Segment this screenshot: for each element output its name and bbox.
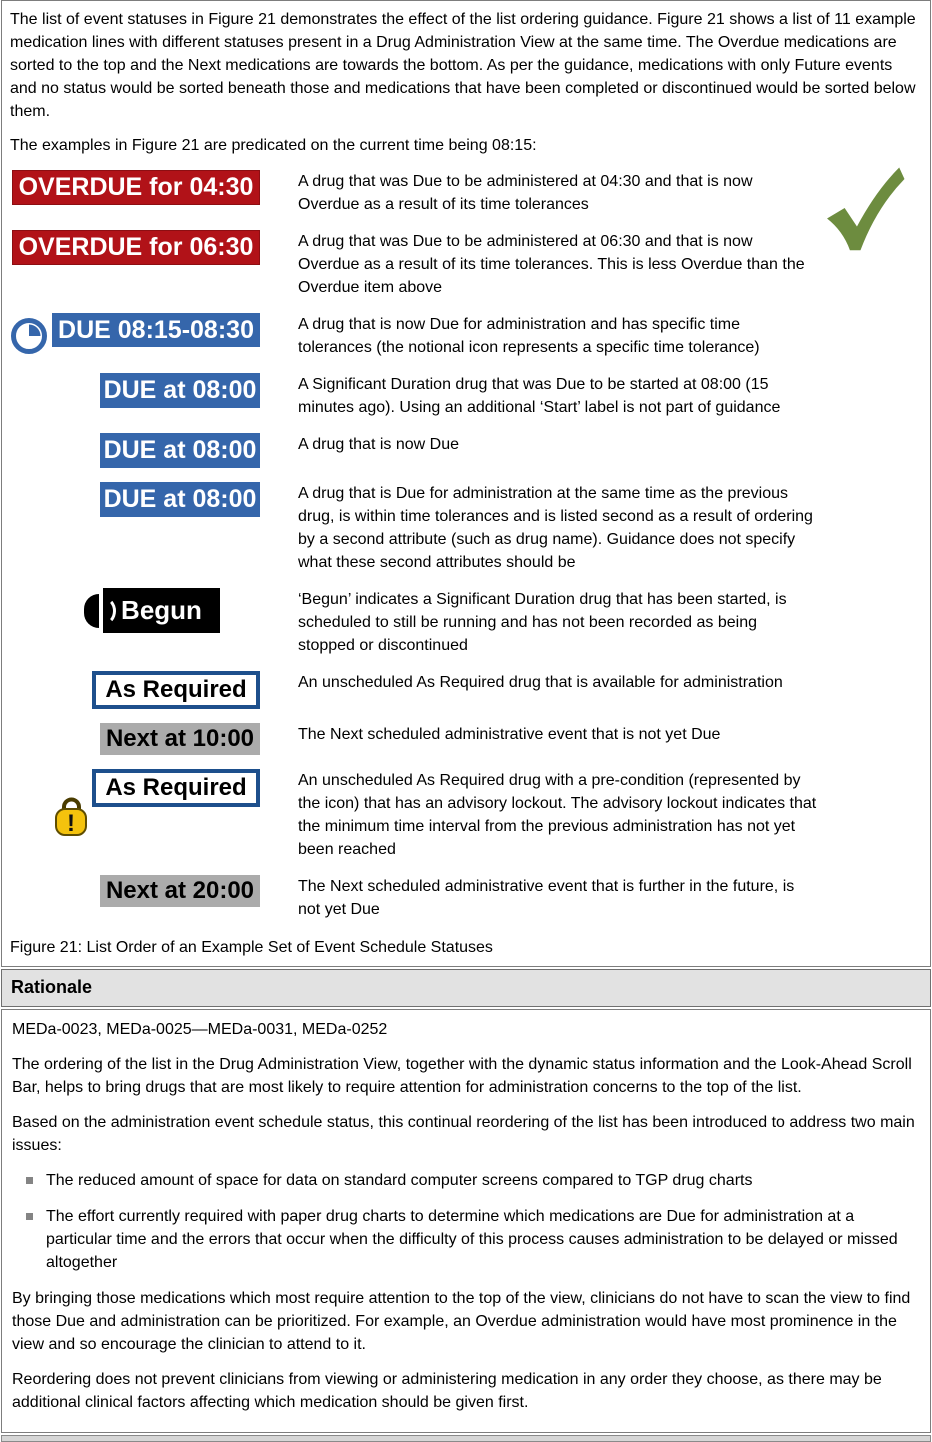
figure-row <box>10 230 922 299</box>
rationale-paragraph-2: Based on the administration event schedule status, this continual reordering of the list has been introduced to address two main issues: <box>12 1114 915 1154</box>
status-badge-begun <box>84 588 220 633</box>
status-badge-next: Next at 10:00 <box>100 723 260 755</box>
status-badge-column <box>10 875 260 921</box>
status-description: The Next scheduled administrative event that is further in the future, is not yet Due <box>298 878 795 918</box>
intro-paragraph-1: The list of event statuses in Figure 21 demonstrates the effect of the list ordering guidance. Figure 21 shows a list of 11 example medication lines with different statuses present in a Drug Administration View at the same time. The Overdue medications are sorted to the top and the Next medications are towards the bottom. As per the guidance, medications with only Future events and no status would be sorted beneath those and medications that have been completed or discontinued would be sorted below them. <box>10 11 916 120</box>
status-badge-column <box>10 313 260 359</box>
rationale-bullet-list <box>12 1169 920 1274</box>
badge-label: Begun <box>121 595 202 625</box>
bullet-item <box>26 1169 920 1192</box>
rationale-paragraph-4: Reordering does not prevent clinicians from viewing or administering medication in any order they choose, as there may be additional clinical factors affecting which medication should be given first. <box>12 1371 882 1411</box>
figure-row <box>10 671 922 709</box>
begun-badge <box>103 588 220 633</box>
figure-row <box>10 723 922 755</box>
rationale-header-label: Rationale <box>11 977 93 997</box>
status-badge-as-required: As Required <box>92 671 260 709</box>
status-badge-column <box>10 373 260 419</box>
status-badge-column <box>10 230 260 299</box>
status-description: A Significant Duration drug that was Due to be started at 08:00 (15 minutes ago). Using an additional ‘Start’ label is not part of guidance <box>298 376 781 416</box>
bullet-item <box>26 1205 920 1274</box>
bullet-square-icon <box>26 1177 33 1184</box>
rationale-paragraph-3: By bringing those medications which most require attention to the top of the view, clinicians do not have to scan the view to find those Due and administration can be prioritized. For example, an Overdue administration would have most prominence in the view and so encourage the clinician to attend to it. <box>12 1290 911 1353</box>
figure-row <box>10 373 922 419</box>
status-description: An unscheduled As Required drug that is available for administration <box>298 674 783 691</box>
figure-row <box>10 588 922 657</box>
figure-21-section <box>1 0 931 967</box>
status-badge-column <box>10 769 260 861</box>
clock-icon <box>10 317 48 355</box>
figure-caption: Figure 21: List Order of an Example Set of Event Schedule Statuses <box>10 939 493 956</box>
begun-arrow-tail <box>84 594 99 628</box>
figure-row <box>10 170 922 216</box>
status-description: ‘Begun’ indicates a Significant Duration drug that has been started, is scheduled to still be running and has not been recorded as being stopped or discontinued <box>298 591 787 654</box>
approval-check-shape <box>827 168 904 251</box>
status-badge-column <box>10 433 260 468</box>
figure-row <box>10 769 922 861</box>
status-badge-as-required: As Required <box>92 769 260 807</box>
rationale-paragraph-1: The ordering of the list in the Drug Administration View, together with the dynamic status information and the Look-Ahead Scroll Bar, helps to bring drugs that are most likely to require attention for administration concerns to the top of the list. <box>12 1056 912 1096</box>
status-badge-due: DUE at 08:00 <box>100 433 260 468</box>
status-badge-column <box>10 671 260 709</box>
bullet-text: The reduced amount of space for data on standard computer screens compared to TGP drug charts <box>46 1172 753 1189</box>
intro-paragraph-2: The examples in Figure 21 are predicated on the current time being 08:15: <box>10 137 537 154</box>
rationale-refs: MEDa-0023, MEDa-0025—MEDa-0031, MEDa-0252 <box>12 1021 388 1038</box>
padlock-advisory-icon <box>53 794 89 836</box>
begun-clock-arc <box>103 597 116 625</box>
figure-row <box>10 482 922 574</box>
approval-check-icon <box>820 159 908 257</box>
figure-row <box>10 313 922 359</box>
status-badge-due-range: DUE 08:15-08:30 <box>52 313 260 347</box>
bullet-text: The effort currently required with paper drug charts to determine which medications are Due for administration at a particular time and the errors that occur when the difficulty of this process causes administration to be delayed or missed altogether <box>46 1208 898 1271</box>
status-badge-column <box>10 723 260 755</box>
status-description: A drug that is now Due for administration and has specific time tolerances (the notional icon represents a specific time tolerance) <box>298 316 760 356</box>
bullet-square-icon <box>26 1213 33 1220</box>
status-badge-due: DUE at 08:00 <box>100 482 260 517</box>
status-badge-overdue: OVERDUE for 04:30 <box>12 170 260 205</box>
status-description: A drug that was Due to be administered at 04:30 and that is now Overdue as a result of its time tolerances <box>298 173 753 213</box>
status-badge-next: Next at 20:00 <box>100 875 260 907</box>
figure-row <box>10 875 922 921</box>
status-badge-due: DUE at 08:00 <box>100 373 260 408</box>
status-description: An unscheduled As Required drug with a pre-condition (represented by the icon) that has an advisory lockout. The advisory lockout indicates that the minimum time interval from the previous administration has not yet been reached <box>298 772 817 858</box>
next-section-top-edge <box>1 1435 931 1442</box>
status-description: A drug that is now Due <box>298 436 459 453</box>
status-description: A drug that was Due to be administered at 06:30 and that is now Overdue as a result of its time tolerances. This is less Overdue than the Overdue item above <box>298 233 805 296</box>
status-badge-overdue: OVERDUE for 06:30 <box>12 230 260 265</box>
figure-row <box>10 433 922 468</box>
rationale-body-section <box>1 1009 931 1433</box>
rationale-header-row <box>1 969 931 1007</box>
figure-rows <box>10 170 922 921</box>
status-badge-column <box>10 482 260 574</box>
status-badge-column <box>10 588 260 657</box>
svg-text:!: ! <box>67 810 75 836</box>
status-badge-column <box>10 170 260 216</box>
status-description: The Next scheduled administrative event that is not yet Due <box>298 726 721 743</box>
status-description: A drug that is Due for administration at the same time as the previous drug, is within time tolerances and is listed second as a result of ordering by a second attribute (such as drug name). Guidance does not specify what these second attributes should be <box>298 485 813 571</box>
